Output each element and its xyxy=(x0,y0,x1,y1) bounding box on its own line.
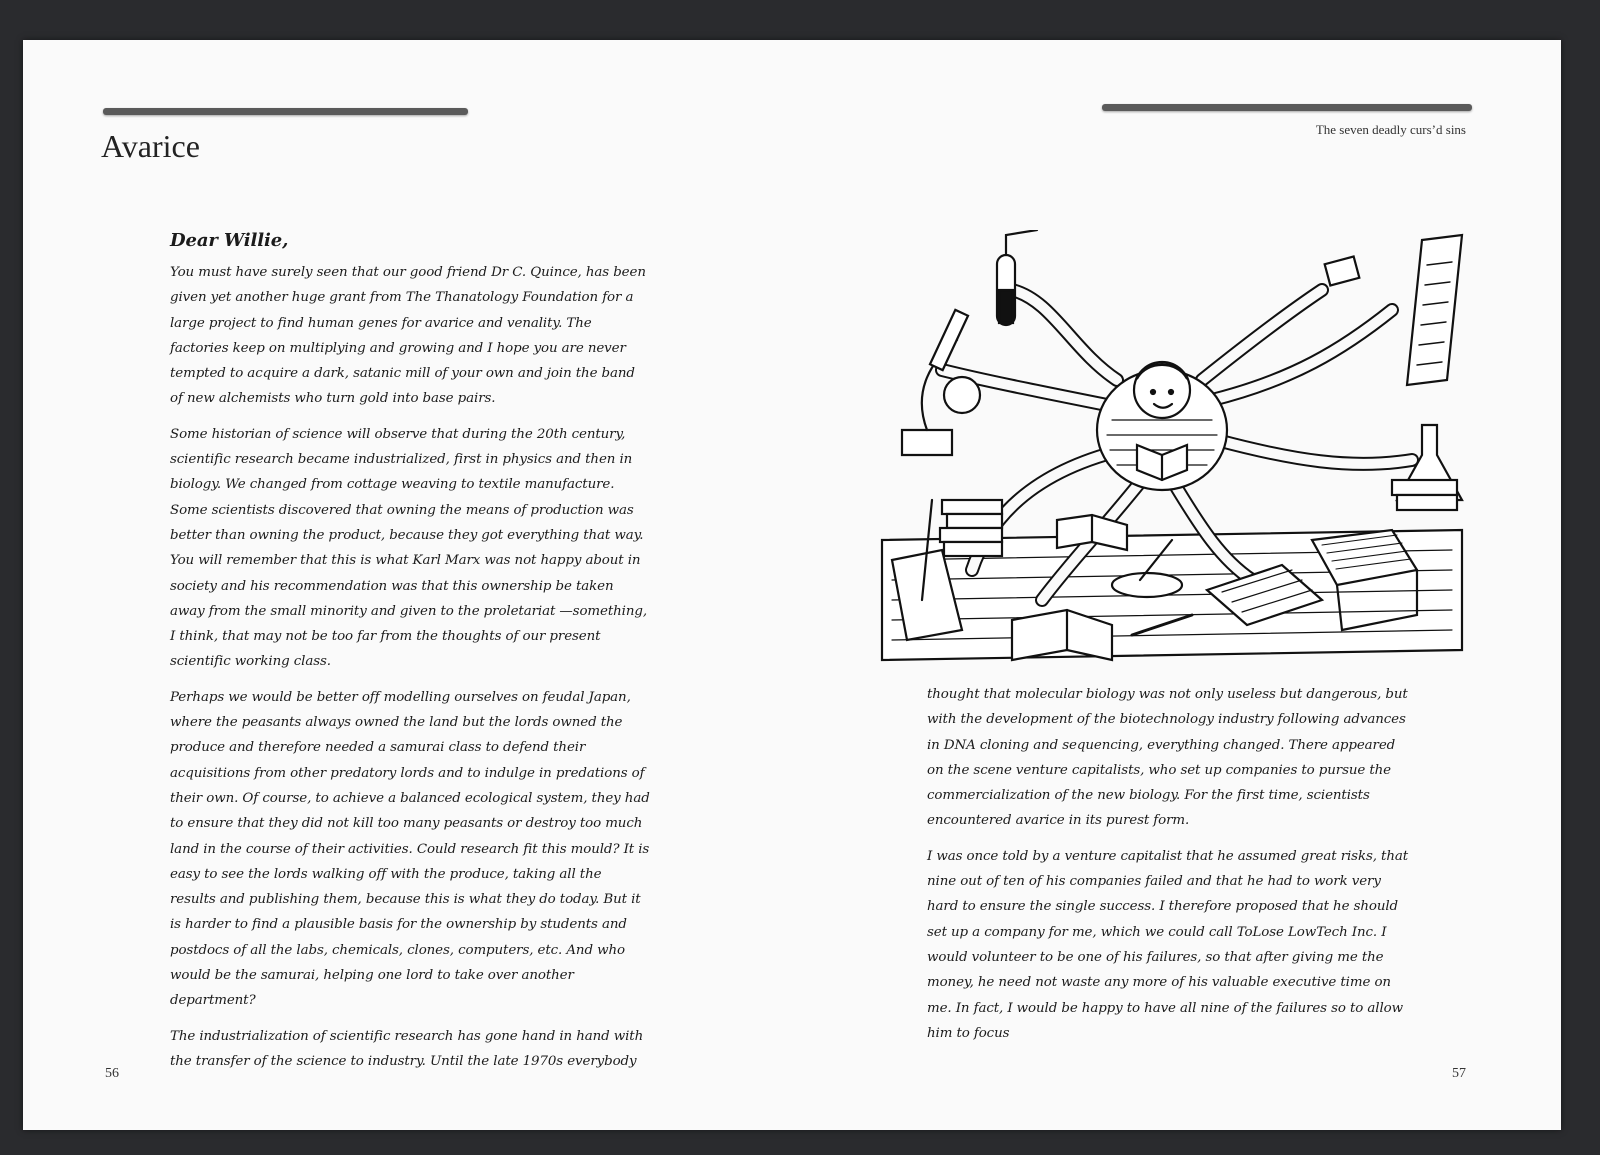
letter-salutation: Dear Willie, xyxy=(170,230,289,251)
page-number: 57 xyxy=(1452,1066,1466,1081)
header-rule xyxy=(1102,104,1472,111)
paragraph: You must have surely seen that our good friend Dr C. Quince, has been given yet another huge grant from The Thanatology Foundation for a large project to find human genes for avarice and venality. The factories keep on multiplying and growing and I hope you are never tempted to acquire a dark, satanic mill of your own and join the band of new alchemists who turn gold into base pairs. xyxy=(170,265,646,407)
header-rule xyxy=(103,108,468,115)
paragraph: I was once told by a venture capitalist that he assumed great risks, that nine out of ten of his companies failed and that he had to work very hard to ensure the single success. I therefore proposed that he should set up a company for me, which we could call ToLose LowTech Inc. I would volunteer to be one of his failures, so that after giving me the money, he need not waste any more of his valuable executive time on me. In fact, I would be happy to have all nine of the failures so to allow him to focus xyxy=(927,848,1409,1041)
book-spread xyxy=(23,40,1561,1130)
octopus-scientist-illustration xyxy=(872,230,1472,675)
right-page xyxy=(792,40,1561,1130)
letter-text xyxy=(927,682,1412,1056)
running-head: The seven deadly curs’d sins xyxy=(1315,122,1466,137)
page-number: 56 xyxy=(105,1066,119,1081)
letter-text xyxy=(170,228,650,1084)
paragraph: The industrialization of scientific research has gone hand in hand with the transfer of the science to industry. Until the late 1970s everybody xyxy=(170,1028,644,1069)
paragraph: Perhaps we would be better off modelling ourselves on feudal Japan, where the peasants always owned the land but the lords owned the produce and therefore needed a samurai class to defend their acquisitions from other predatory lords and to indulge in predations of their own. Of course, to achieve a balanced ecological system, they had to ensure that they did not kill too many peasants or destroy too much land in the course of their activities. Could research fit this mould? It is easy to see the lords walking off with the produce, taking all the results and publishing them, because this is what they do today. But it is harder to find a plausible basis for the ownership by students and postdocs of all the labs, chemicals, clones, computers, etc. And who would be the samurai, helping one lord to take over another department? xyxy=(170,689,650,1009)
left-page xyxy=(23,40,792,1130)
paragraph: Some historian of science will observe that during the 20th century, scientific research became industrialized, first in physics and then in biology. We changed from cottage weaving to textile manufacture. Some scientists discovered that owning the means of production was better than owning the product, because they got everything that way. You will remember that this is what Karl Marx was not happy about in society and his recommendation was that this ownership be taken away from the small minority and given to the proletariat —something, I think, that may not be too far from the thoughts of our present scientific working class. xyxy=(170,426,647,670)
paragraph: thought that molecular biology was not only useless but dangerous, but with the development of the biotechnology industry following advances in DNA cloning and sequencing, everything changed. There appeared on the scene venture capitalists, who set up companies to pursue the commercialization of the new biology. For the first time, scientists encountered avarice in its purest form. xyxy=(927,687,1408,829)
chapter-title: Avarice xyxy=(101,128,200,164)
